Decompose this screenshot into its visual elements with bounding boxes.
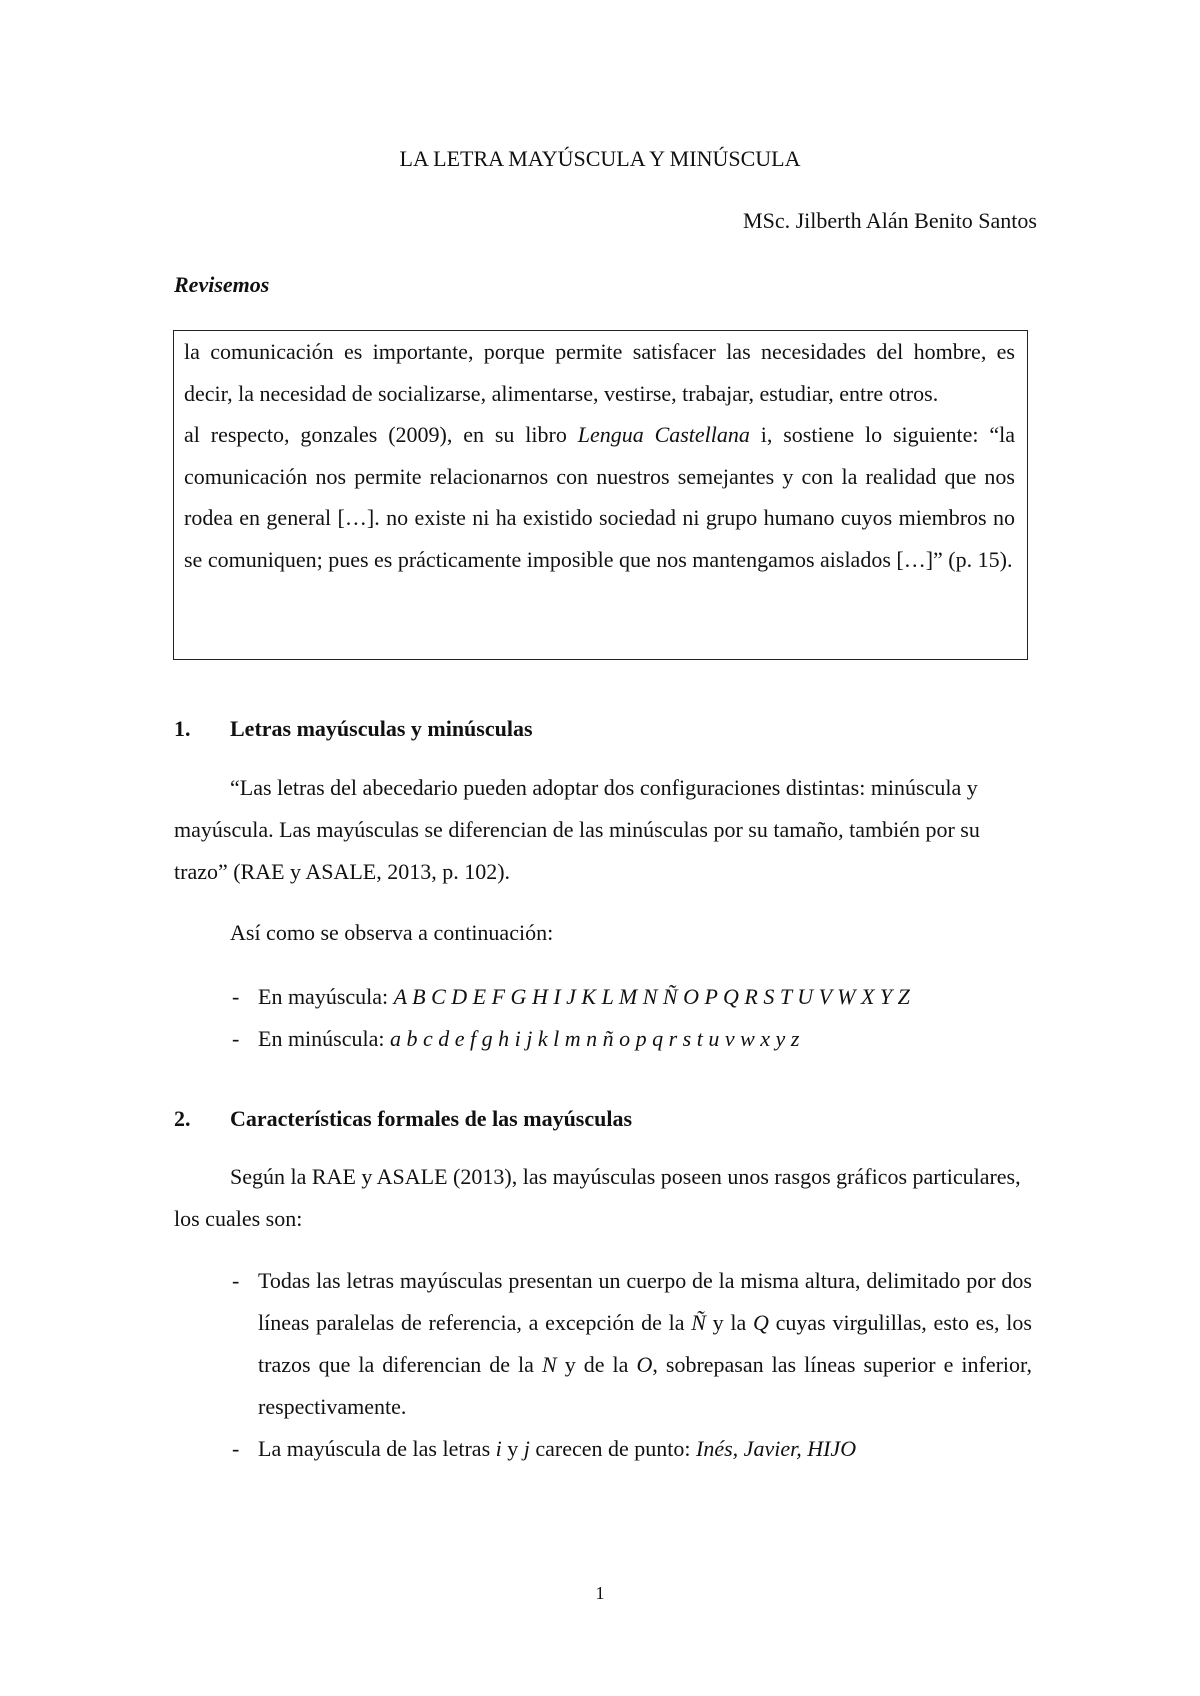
examples-text: Inés, Javier, HIJO (696, 1436, 857, 1461)
letter-q: Q (753, 1310, 769, 1335)
observation-line (174, 912, 1029, 954)
lowercase-label: En minúscula: (258, 1026, 390, 1051)
author-name: MSc. Jilberth Alán Benito Santos (743, 208, 1037, 233)
box-text-b: i, sostiene lo siguiente: “la comunicación nos permite relacionarnos con nuestros semejantes y con la realidad que nos rodea en general […]. no existe ni ha existido sociedad ni grupo humano cuyos miembros no se comuniquen; pues es prácticamente imposible que nos mantengamos aislados […]” (p. 15). (184, 422, 1015, 572)
dash-bullet: - (232, 1026, 240, 1051)
document-title: LA LETRA MAYÚSCULA Y MINÚSCULA (399, 146, 801, 171)
list-item-lowercase (232, 1018, 1032, 1060)
dash-bullet: - (232, 984, 240, 1009)
list-item-dotless-rule (232, 1428, 1032, 1470)
dash-bullet: - (232, 1268, 240, 1293)
section-2-title: Características formales de las mayúsculas (230, 1106, 633, 1131)
quote-box (173, 330, 1028, 660)
uppercase-label: En mayúscula: (258, 984, 394, 1009)
uppercase-letters: A B C D E F G H I J K L M N Ñ O P Q R S T U V W X Y Z (393, 984, 910, 1009)
box-paragraph-1: la comunicación es importante, porque permite satisfacer las necesidades del hombre, es decir, la necesidad de socializarse, alimentarse, vestirse, trabajar, estudiar, entre otros. (184, 339, 1015, 406)
book-title: Lengua Castellana (577, 422, 750, 447)
quote-text: “Las letras del abecedario pueden adoptar dos configuraciones distintas: minúscula y mayúscula. Las mayúsculas se diferencian de las minúsculas por su tamaño, también por su trazo” (RAE y ASALE, 2013, p. 102). (174, 775, 980, 884)
letter-n-tilde: Ñ (691, 1310, 706, 1335)
letter-o: O (636, 1352, 653, 1377)
rule-text: Todas las letras mayúsculas presentan un cuerpo de la misma altura, delimitado por dos líneas paralelas de referencia, a excepción de la (258, 1268, 1032, 1335)
letter-i: i (495, 1436, 502, 1461)
box-text-a: al respecto, gonzales (2009), en su libro (184, 422, 578, 447)
section-2-number: 2. (174, 1106, 191, 1131)
rule-text: carecen de punto: (529, 1436, 697, 1461)
section-2-intro (174, 1156, 1029, 1240)
section-2-heading (174, 1106, 632, 1132)
intro-text: Según la RAE y ASALE (2013), las mayúsculas poseen unos rasgos gráficos particulares, los cuales son: (174, 1164, 1021, 1231)
page-number: 1 (595, 1583, 605, 1603)
list-item-height-rule (232, 1260, 1032, 1428)
section-1-title: Letras mayúsculas y minúsculas (230, 716, 533, 741)
revisemos-label: Revisemos (174, 272, 270, 297)
rule-text: cuyas virgulillas, esto es, los trazos que la diferencian de la (258, 1310, 1032, 1377)
rule-text: y la (705, 1310, 754, 1335)
lowercase-letters: a b c d e f g h i j k l m n ñ o p q r s t u v w x y z (389, 1026, 800, 1051)
rule-text: y (501, 1436, 524, 1461)
letter-j: j (523, 1436, 530, 1461)
section-1-number: 1. (174, 716, 191, 741)
list-item-uppercase (232, 976, 1032, 1018)
observation-text: Así como se observa a continuación: (230, 920, 554, 945)
dash-bullet: - (232, 1436, 240, 1461)
rule-text: , sobrepasan las líneas superior e inferior, respectivamente. (258, 1352, 1032, 1419)
section-1-heading (174, 716, 533, 742)
letter-n: N (541, 1352, 557, 1377)
box-paragraph-2 (184, 414, 1015, 580)
rule-text: y de la (556, 1352, 637, 1377)
rule-text: La mayúscula de las letras (258, 1436, 496, 1461)
section-1-quote (174, 767, 1029, 893)
